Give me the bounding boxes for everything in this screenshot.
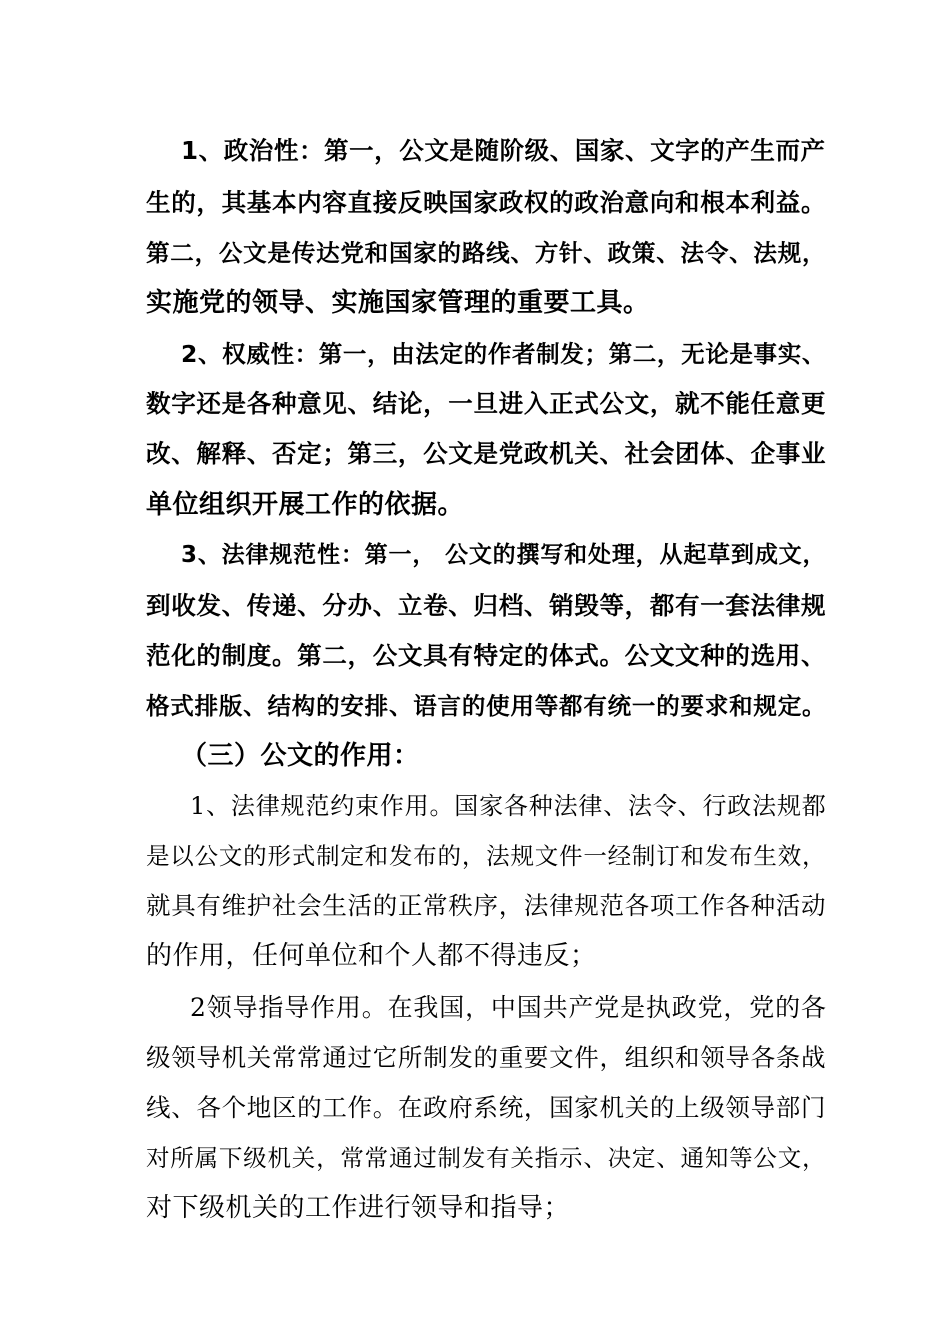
text-line: 对所属下级机关，常常通过制发有关指示、决定、通知等公文， [146,1144,827,1172]
text-line: 线、各个地区的工作。在政府系统，国家机关的上级领导部门 [146,1093,827,1122]
text-line: 3、法律规范性：第一， 公文的撰写和处理，从起草到成文， [181,542,827,568]
paragraph-effect2-line-3 [146,1090,826,1126]
text-line: 2领导指导作用。在我国，中国共产党是执政党，党的各 [190,993,827,1022]
paragraph-authority-line-4 [146,487,826,523]
text-line: 的作用，任何单位和个人都不得违反； [146,941,597,971]
paragraph-effect2-line-5 [146,1190,826,1226]
text-line: 是以公文的形式制定和发布的，法规文件一经制订和发布生效， [146,842,827,870]
text-line: 范化的制度。第二，公文具有特定的体式。公文文种的选用、 [146,641,827,670]
paragraph-authority-line-3 [146,436,826,472]
text-line: 生的，其基本内容直接反映国家政权的政治意向和根本利益。 [146,188,827,217]
paragraph-political-line-2 [146,185,826,221]
text-line: 第二，公文是传达党和国家的路线、方针、政策、法令、法规， [146,239,827,267]
paragraph-effect2-line-4 [146,1140,826,1176]
paragraph-effect2-line-2 [146,1040,826,1076]
text-line: 格式排版、结构的安排、语言的使用等都有统一的要求和规定。 [146,692,827,720]
paragraph-political-line-1 [181,133,826,169]
text-line: 2、权威性：第一，由法定的作者制发；第二，无论是事实、 [181,340,827,368]
paragraph-effect1-line-1 [190,788,826,824]
paragraph-effect2-line-1 [190,990,826,1026]
paragraph-authority-line-2 [146,386,826,422]
text-line: 改、解释、否定；第三，公文是党政机关、社会团体、企事业 [146,439,827,468]
text-line: 就具有维护社会生活的正常秩序，法律规范各项工作各种活动 [146,891,827,920]
paragraph-legal-line-4 [146,688,826,724]
paragraph-political-line-4 [146,285,826,321]
text-line: 实施党的领导、实施国家管理的重要工具。 [146,288,650,318]
text-line: 数字还是各种意见、结论，一旦进入正式公文，就不能任意更 [146,389,827,418]
paragraph-effect1-line-2 [146,838,826,874]
paragraph-legal-line-1 [181,537,826,573]
paragraph-legal-line-2 [146,588,826,624]
text-line: 1、法律规范约束作用。国家各种法律、法令、行政法规都 [190,792,827,820]
paragraph-effect1-line-3 [146,888,826,924]
paragraph-political-line-3 [146,235,826,271]
paragraph-authority-line-1 [181,336,826,372]
paragraph-legal-line-3 [146,638,826,674]
text-line: 1、政治性：第一，公文是随阶级、国家、文字的产生而产 [181,136,826,165]
text-line: 到收发、传递、分办、立卷、归档、销毁等，都有一套法律规 [146,591,827,620]
text-line: 单位组织开展工作的依据。 [146,490,465,520]
heading-text: （三）公文的作用： [181,741,420,771]
paragraph-effect1-line-4 [146,938,826,974]
text-line: 对下级机关的工作进行领导和指导； [146,1193,571,1223]
section-heading [181,738,826,774]
text-line: 级领导机关常常通过它所制发的重要文件，组织和领导各条战 [146,1043,827,1072]
